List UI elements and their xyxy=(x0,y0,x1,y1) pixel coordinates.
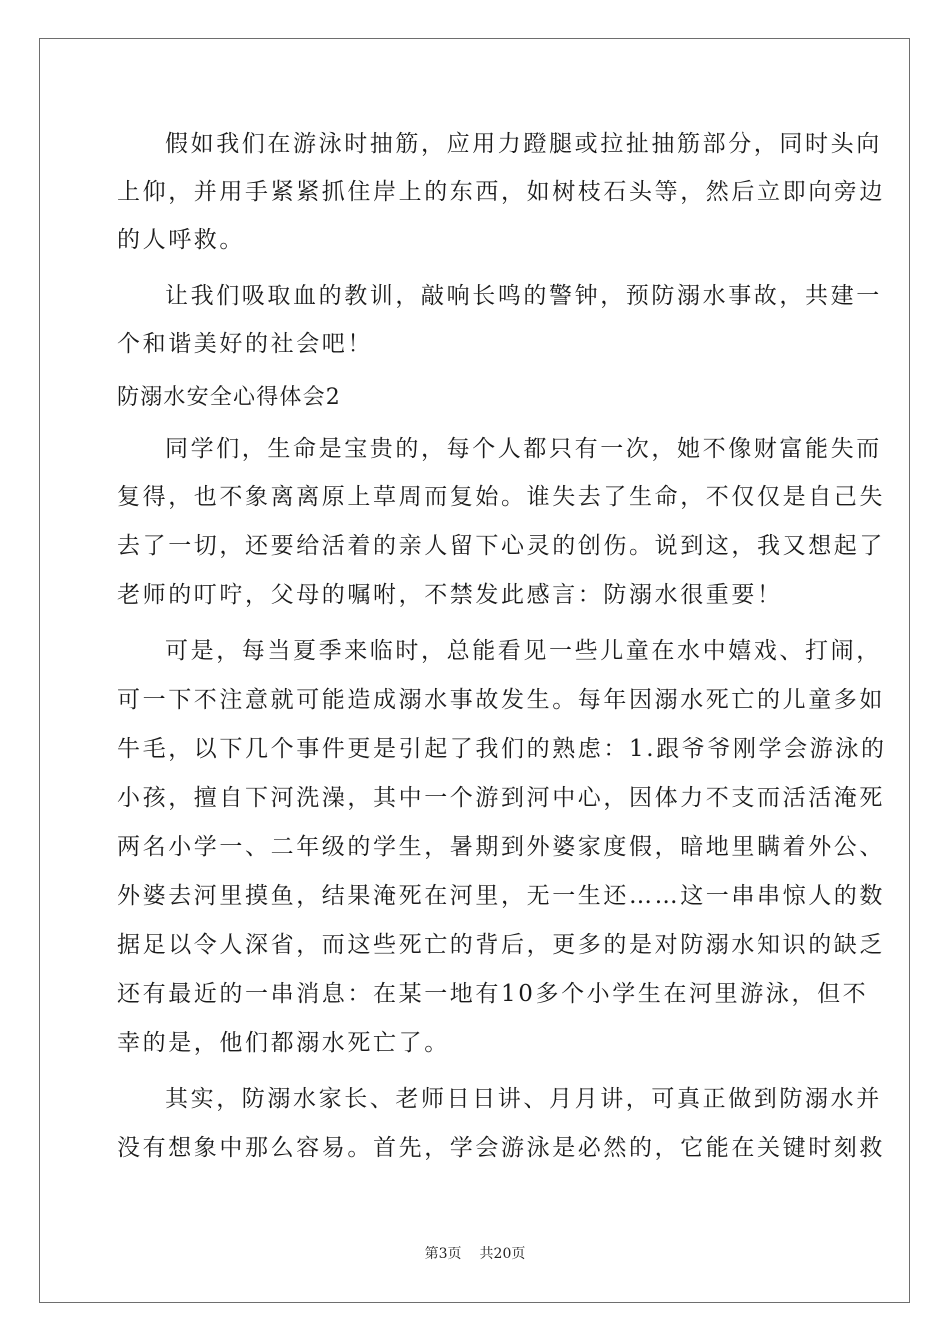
page-number: 第3页 xyxy=(424,1246,462,1262)
paragraph-line: 还有最近的一串消息：在某一地有10多个小学生在河里游泳，但不 xyxy=(117,981,869,1007)
paragraph-line: 可是，每当夏季来临时，总能看见一些儿童在水中嬉戏、打闹， xyxy=(165,638,882,664)
paragraph-line: 两名小学一、二年级的学生，暑期到外婆家度假，暗地里瞒着外公、 xyxy=(117,834,885,860)
paragraph-line: 的人呼救。 xyxy=(117,227,245,253)
paragraph-line: 假如我们在游泳时抽筋，应用力蹬腿或拉扯抽筋部分，同时头向 xyxy=(165,131,882,157)
paragraph-line: 上仰，并用手紧紧抓住岸上的东西，如树枝石头等，然后立即向旁边 xyxy=(117,179,885,205)
paragraph-line: 外婆去河里摸鱼，结果淹死在河里，无一生还……这一串串惊人的数 xyxy=(117,883,885,909)
paragraph-line: 去了一切，还要给活着的亲人留下心灵的创伤。说到这，我又想起了 xyxy=(117,533,885,559)
page-total: 共20页 xyxy=(479,1246,526,1262)
paragraph-line: 复得，也不象离离原上草周而复始。谁失去了生命，不仅仅是自己失 xyxy=(117,484,885,510)
paragraph-line: 老师的叮咛，父母的嘱咐，不禁发此感言：防溺水很重要！ xyxy=(117,582,783,608)
paragraph-line: 个和谐美好的社会吧！ xyxy=(117,331,373,357)
paragraph-line: 据足以令人深省，而这些死亡的背后，更多的是对防溺水知识的缺乏 xyxy=(117,932,885,958)
paragraph-line: 幸的是，他们都溺水死亡了。 xyxy=(117,1030,450,1056)
paragraph-line: 没有想象中那么容易。首先，学会游泳是必然的，它能在关键时刻救 xyxy=(117,1135,885,1161)
paragraph-line: 牛毛，以下几个事件更是引起了我们的熟虑：1.跟爷爷刚学会游泳的 xyxy=(117,736,887,762)
page-footer xyxy=(0,1244,950,1264)
paragraph-line: 其实，防溺水家长、老师日日讲、月月讲，可真正做到防溺水并 xyxy=(165,1086,882,1112)
section-heading: 防溺水安全心得体会2 xyxy=(117,385,341,410)
paragraph-line: 让我们吸取血的教训，敲响长鸣的警钟，预防溺水事故，共建一 xyxy=(165,283,882,309)
paragraph-line: 小孩，擅自下河洗澡，其中一个游到河中心，因体力不支而活活淹死 xyxy=(117,785,885,811)
paragraph-line: 同学们，生命是宝贵的，每个人都只有一次，她不像财富能失而 xyxy=(165,436,882,462)
paragraph-line: 可一下不注意就可能造成溺水事故发生。每年因溺水死亡的儿童多如 xyxy=(117,687,885,713)
